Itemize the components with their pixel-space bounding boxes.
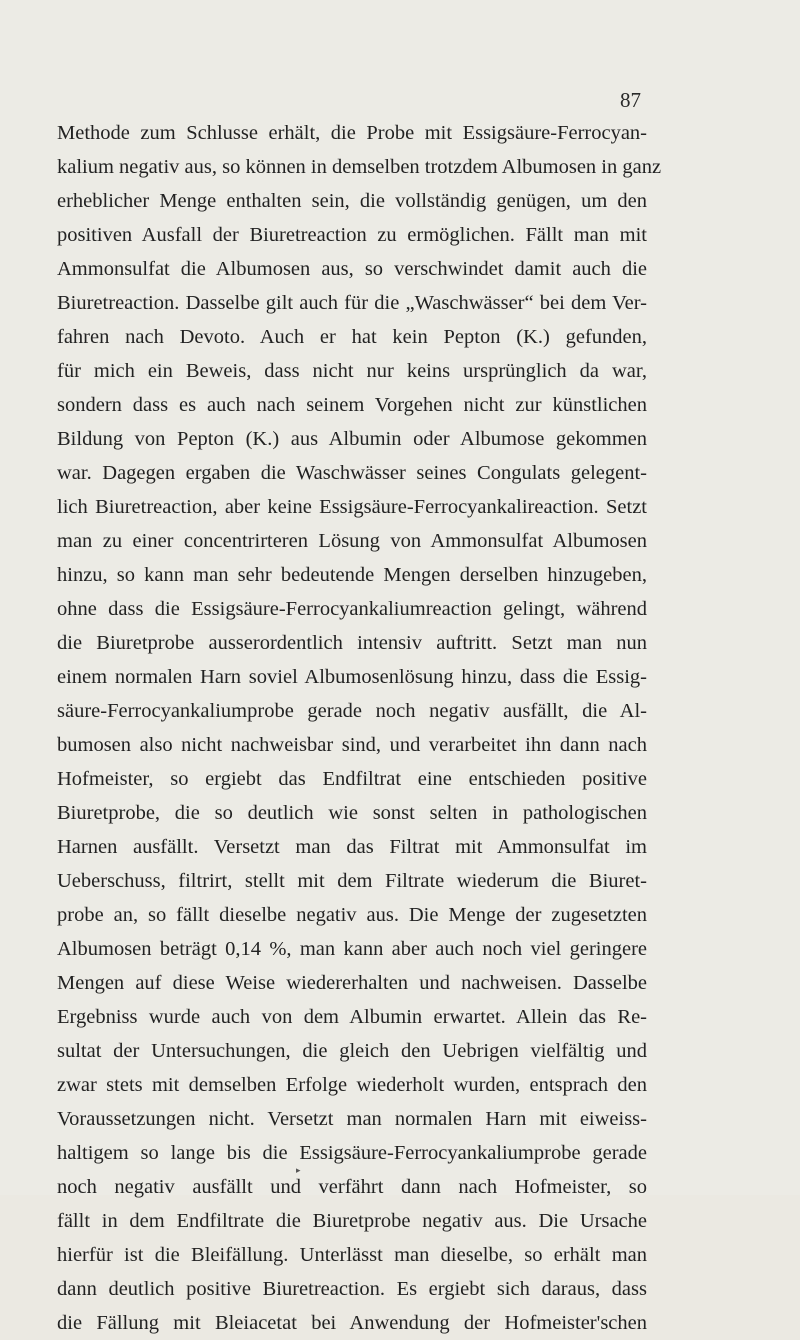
text-line: man zu einer concentrirteren Lösung von Ammonsulfat Albumosen xyxy=(57,530,647,552)
text-line: war. Dagegen ergaben die Waschwässer seines Congulats gelegent- xyxy=(57,462,647,484)
body-text xyxy=(57,116,662,1340)
text-line: hierfür ist die Bleifällung. Unterlässt man dieselbe, so erhält man xyxy=(57,1244,647,1266)
text-line: Harnen ausfällt. Versetzt man das Filtrat mit Ammonsulfat im xyxy=(57,836,647,858)
text-line: Albumosen beträgt 0,14 %, man kann aber auch noch viel geringere xyxy=(57,938,647,960)
text-line: die Biuretprobe ausserordentlich intensiv auftritt. Setzt man nun xyxy=(57,632,647,654)
text-line: Methode zum Schlusse erhält, die Probe mit Essigsäure-Ferrocyan- xyxy=(57,122,647,144)
text-line: dann deutlich positive Biuretreaction. Es ergiebt sich daraus, dass xyxy=(57,1278,647,1300)
page-number: 87 xyxy=(620,88,641,112)
text-line: die Fällung mit Bleiacetat bei Anwendung der Hofmeister'schen xyxy=(57,1312,647,1334)
text-line: zwar stets mit demselben Erfolge wiederholt wurden, entsprach den xyxy=(57,1074,647,1096)
print-mark: ▸ xyxy=(296,1166,301,1176)
text-line: noch negativ ausfällt und verfährt dann nach Hofmeister, so xyxy=(57,1176,647,1198)
text-line: Ammonsulfat die Albumosen aus, so verschwindet damit auch die xyxy=(57,258,647,280)
text-line: Hofmeister, so ergiebt das Endfiltrat eine entschieden positive xyxy=(57,768,647,790)
text-line: fällt in dem Endfiltrate die Biuretprobe negativ aus. Die Ursache xyxy=(57,1210,647,1232)
text-line: sondern dass es auch nach seinem Vorgehen nicht zur künstlichen xyxy=(57,394,647,416)
text-line: Voraussetzungen nicht. Versetzt man normalen Harn mit eiweiss- xyxy=(57,1108,647,1130)
text-line: Biuretreaction. Dasselbe gilt auch für die „Waschwässer“ bei dem Ver- xyxy=(57,292,647,314)
text-line: fahren nach Devoto. Auch er hat kein Pepton (K.) gefunden, xyxy=(57,326,647,348)
text-line: ohne dass die Essigsäure-Ferrocyankaliumreaction gelingt, während xyxy=(57,598,647,620)
text-line: für mich ein Beweis, dass nicht nur keins ursprünglich da war, xyxy=(57,360,647,382)
text-line: haltigem so lange bis die Essigsäure-Ferrocyankaliumprobe gerade xyxy=(57,1142,647,1164)
text-line: erheblicher Menge enthalten sein, die vollständig genügen, um den xyxy=(57,190,647,212)
text-line: Bildung von Pepton (K.) aus Albumin oder Albumose gekommen xyxy=(57,428,647,450)
text-line: Ergebniss wurde auch von dem Albumin erwartet. Allein das Re- xyxy=(57,1006,647,1028)
text-line: positiven Ausfall der Biuretreaction zu ermöglichen. Fällt man mit xyxy=(57,224,647,246)
text-line: sultat der Untersuchungen, die gleich den Uebrigen vielfältig und xyxy=(57,1040,647,1062)
text-line: Mengen auf diese Weise wiedererhalten und nachweisen. Dasselbe xyxy=(57,972,647,994)
text-line: säure-Ferrocyankaliumprobe gerade noch negativ ausfällt, die Al- xyxy=(57,700,647,722)
text-line: Ueberschuss, filtrirt, stellt mit dem Filtrate wiederum die Biuret- xyxy=(57,870,647,892)
text-line: lich Biuretreaction, aber keine Essigsäure-Ferrocyankalireaction. Setzt xyxy=(57,496,647,518)
text-line: einem normalen Harn soviel Albumosenlösung hinzu, dass die Essig- xyxy=(57,666,647,688)
text-line: Biuretprobe, die so deutlich wie sonst selten in pathologischen xyxy=(57,802,647,824)
text-line: kalium negativ aus, so können in demselben trotzdem Albumosen in ganz xyxy=(57,156,662,178)
text-line: probe an, so fällt dieselbe negativ aus. Die Menge der zugesetzten xyxy=(57,904,647,926)
text-line: hinzu, so kann man sehr bedeutende Mengen derselben hinzugeben, xyxy=(57,564,647,586)
text-line: bumosen also nicht nachweisbar sind, und verarbeitet ihn dann nach xyxy=(57,734,647,756)
